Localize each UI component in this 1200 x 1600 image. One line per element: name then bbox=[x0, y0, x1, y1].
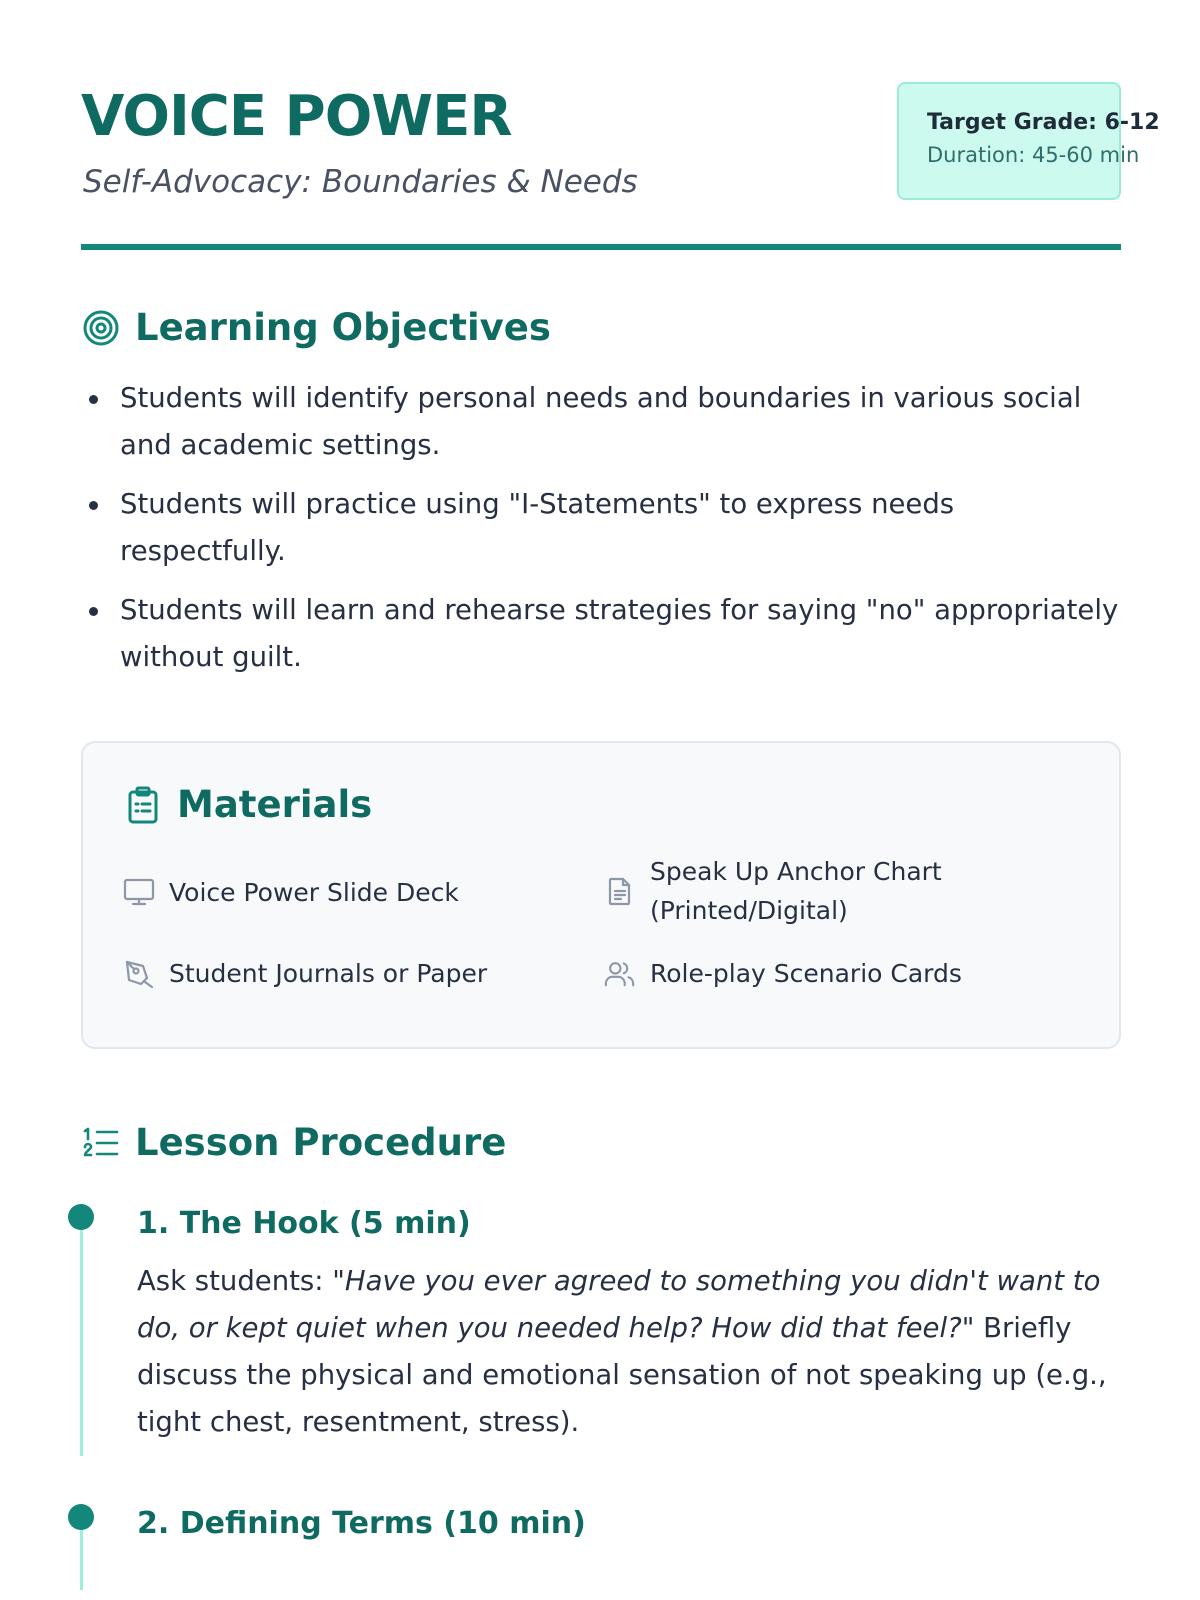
step-title: 2. Defining Terms (10 min) bbox=[137, 1506, 586, 1541]
step-quote: "Have you ever agreed to something you didn't want to do, or kept quiet when you needed help? How did that feel?" bbox=[137, 1265, 1101, 1344]
page-header bbox=[81, 78, 1160, 250]
procedure-step bbox=[81, 1204, 1121, 1504]
procedure-timeline bbox=[81, 1204, 1121, 1544]
learning-objectives-heading bbox=[81, 306, 1121, 349]
target-icon bbox=[81, 308, 121, 348]
lesson-meta-badge bbox=[897, 82, 1160, 200]
objective-text: Students will learn and rehearse strategies for saying "no" appropriately without guilt. bbox=[120, 594, 1119, 673]
list-item bbox=[604, 954, 962, 993]
bullet bbox=[89, 501, 98, 510]
list-item bbox=[120, 375, 1121, 469]
step-title: 1. The Hook (5 min) bbox=[137, 1206, 471, 1241]
list-item bbox=[604, 852, 1044, 930]
step-intro: Ask students: bbox=[137, 1265, 333, 1297]
step-rest: Briefly discuss the physical and emotional sensation of not speaking up (e.g., tight chest, resentment, stress). bbox=[137, 1312, 1107, 1438]
pen-tool-icon bbox=[123, 958, 155, 990]
learning-objectives-title: Learning Objectives bbox=[135, 306, 551, 349]
lesson-procedure-section bbox=[81, 1121, 1121, 1544]
numbered-list-icon bbox=[81, 1123, 121, 1163]
timeline-rail bbox=[80, 1230, 83, 1456]
materials-title: Materials bbox=[177, 783, 373, 826]
objective-text: Students will identify personal needs and boundaries in various social and academic settings. bbox=[120, 382, 1082, 461]
materials-heading bbox=[123, 783, 1119, 826]
bullet bbox=[89, 395, 98, 404]
learning-objectives-section bbox=[81, 306, 1121, 681]
material-label: Voice Power Slide Deck bbox=[169, 877, 459, 907]
objective-text: Students will practice using "I-Statements" to express needs respectfully. bbox=[120, 488, 955, 567]
target-grade: Target Grade: 6-12 bbox=[927, 110, 1160, 135]
page-title: VOICE POWER bbox=[81, 84, 512, 149]
monitor-icon bbox=[123, 876, 155, 908]
step-description bbox=[137, 1258, 1121, 1446]
list-item bbox=[120, 481, 1121, 575]
clipboard-icon bbox=[123, 785, 163, 825]
lesson-procedure-heading bbox=[81, 1121, 1121, 1164]
lesson-plan-page bbox=[81, 0, 1160, 1544]
users-icon bbox=[604, 958, 636, 990]
document-icon bbox=[604, 875, 636, 907]
material-label: Student Journals or Paper bbox=[169, 959, 488, 988]
bullet bbox=[89, 607, 98, 616]
list-item bbox=[120, 587, 1121, 681]
materials-card bbox=[81, 741, 1121, 1049]
lesson-procedure-title: Lesson Procedure bbox=[135, 1121, 507, 1164]
page-subtitle: Self-Advocacy: Boundaries & Needs bbox=[83, 164, 638, 200]
objectives-list bbox=[81, 375, 1121, 681]
materials-list bbox=[123, 852, 1119, 1012]
material-label: Speak Up Anchor Chart (Printed/Digital) bbox=[650, 857, 942, 925]
timeline-dot bbox=[68, 1204, 94, 1230]
procedure-step bbox=[81, 1504, 1121, 1544]
duration: Duration: 45-60 min bbox=[927, 143, 1140, 167]
list-item bbox=[123, 852, 459, 932]
material-label: Role-play Scenario Cards bbox=[650, 959, 962, 988]
timeline-rail bbox=[80, 1530, 83, 1590]
list-item bbox=[123, 954, 487, 993]
timeline-dot bbox=[68, 1504, 94, 1530]
